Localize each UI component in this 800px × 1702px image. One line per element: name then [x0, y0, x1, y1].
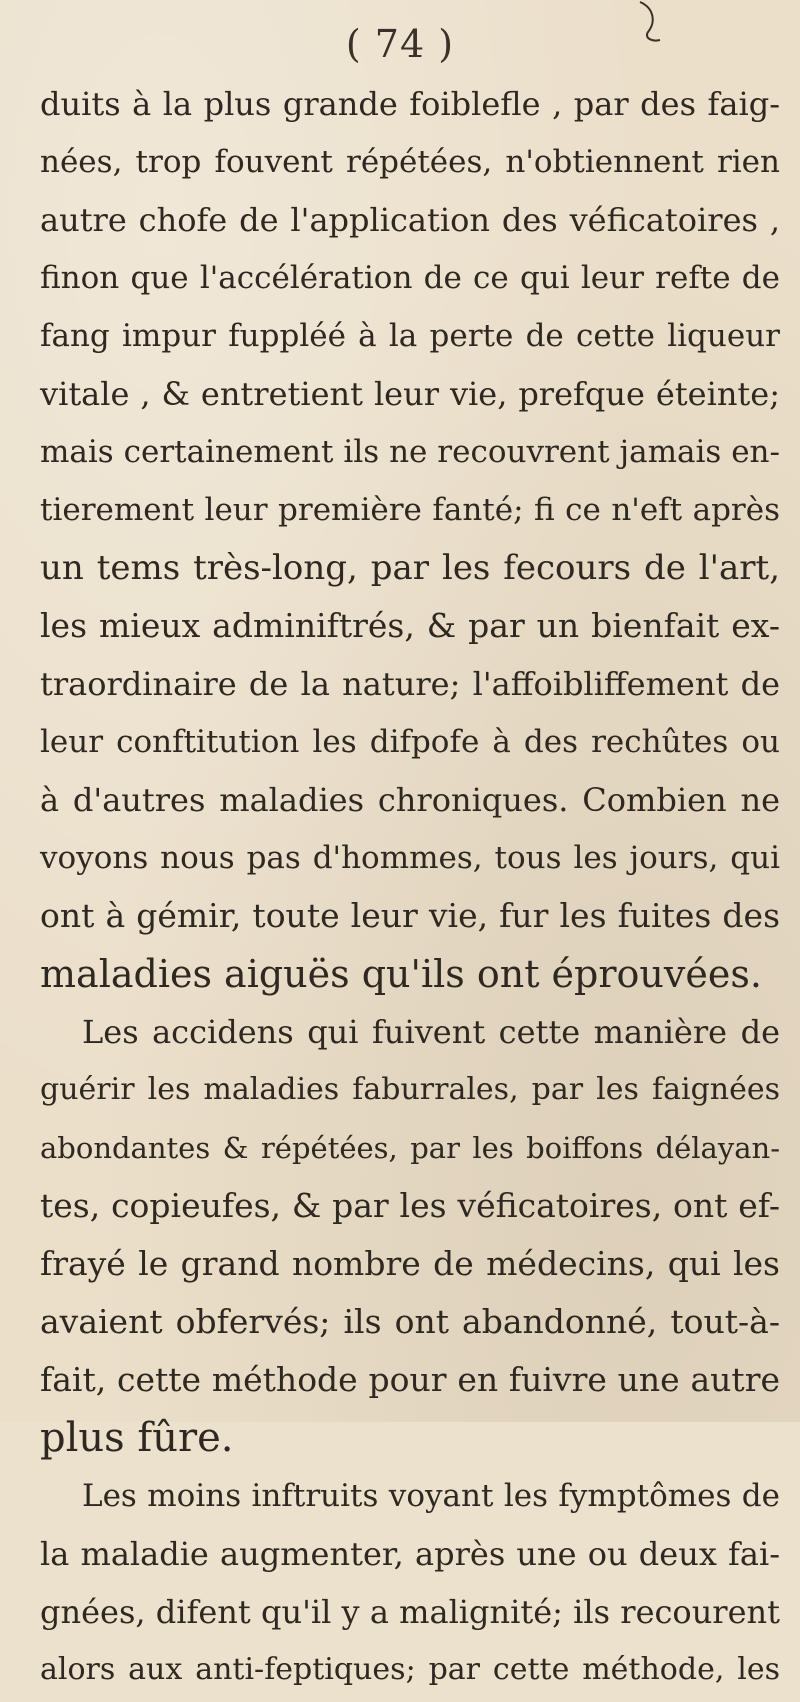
text-line: un tems très-long, par les fecours de l'art,	[40, 548, 780, 588]
body-text	[40, 78, 780, 1702]
text-line: frayé le grand nombre de médecins, qui les	[40, 1244, 780, 1283]
text-line: abondantes & répétées, par les boiffons délayan-	[40, 1131, 780, 1165]
text-line: plus fûre.	[40, 1415, 234, 1461]
text-line: leur conftitution les difpofe à des rechûtes ou	[40, 724, 780, 760]
text-line: vitale , & entretient leur vie, prefque éteinte;	[40, 375, 780, 413]
text-line: autre chofe de l'application des véficatoires ,	[40, 201, 780, 239]
text-line: avaient obfervés; ils ont abandonné, tout-à-	[40, 1302, 780, 1341]
text-line: Les moins inftruits voyant les fymptômes de	[82, 1478, 780, 1514]
text-line: traordinaire de la nature; l'affoibliffement de	[40, 665, 780, 703]
text-line: tierement leur première fanté; fi ce n'eft après	[40, 492, 780, 528]
text-line: nées, trop fouvent répétées, n'obtiennent rien	[40, 144, 780, 180]
text-line: gnées, difent qu'il y a malignité; ils recourent	[40, 1593, 780, 1631]
text-line: duits à la plus grande foiblefle , par des faig-	[40, 85, 780, 123]
text-line: les mieux adminiftrés, & par un bienfait ex-	[40, 606, 780, 645]
text-line: à d'autres maladies chroniques. Combien ne	[40, 781, 780, 819]
text-line: finon que l'accélération de ce qui leur refte de	[40, 260, 780, 296]
page-number: ( 74 )	[345, 22, 455, 66]
text-line: alors aux anti-feptiques; par cette méthode, les	[40, 1652, 780, 1687]
text-line: maladies aiguës qu'ils ont éprouvées.	[40, 952, 762, 996]
text-line: tes, copieufes, & par les véficatoires, ont ef-	[40, 1186, 780, 1225]
text-line: ont à gémir, toute leur vie, fur les fuites des	[40, 896, 780, 935]
text-line: fang impur fuppléé à la perte de cette liqueur	[40, 318, 780, 354]
text-line: fait, cette méthode pour en fuivre une autre	[40, 1360, 780, 1399]
text-line: voyons nous pas d'hommes, tous les jours, qui	[40, 840, 780, 876]
text-line: guérir les maladies faburrales, par les faignées	[40, 1072, 780, 1107]
text-line: mais certainement ils ne recouvrent jamais en-	[40, 434, 780, 470]
text-line: Les accidens qui fuivent cette manière de	[82, 1013, 780, 1051]
text-line: la maladie augmenter, après une ou deux fai-	[40, 1535, 780, 1573]
